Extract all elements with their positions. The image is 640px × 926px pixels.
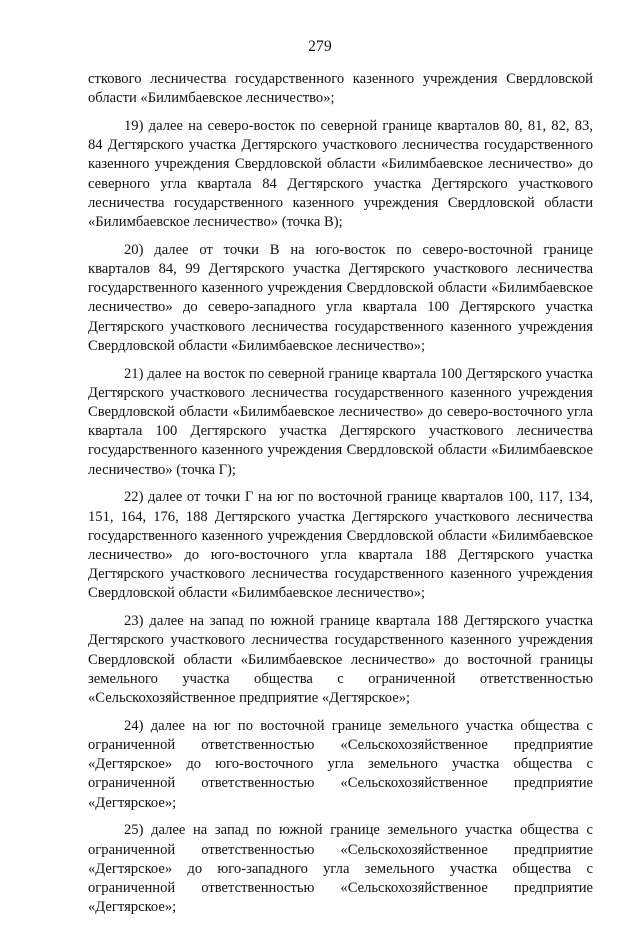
paragraph-item-25: 25) далее на запад по южной границе земельного участка общества с ограниченной ответственностью «Сельскохозяйственное предприятие «Дегтярское» до юго-западного угла земельного участка общества с ограниченной ответственностью «Сельскохозяйственное предприятие «Дегтярское»; (88, 822, 593, 916)
paragraph-item-19: 19) далее на северо-восток по северной границе кварталов 80, 81, 82, 83, 84 Дегтярского участка Дегтярского участкового лесничества государственного казенного учреждения Свердловской области «Билимбаевское лесничество» до северного угла квартала 84 Дегтярского участка Дегтярского участкового лесничества государственного казенного учреждения Свердловской области «Билимбаевское лесничество» (точка В); (88, 118, 593, 231)
page-number: 279 (308, 38, 332, 55)
paragraph-item-21: 21) далее на восток по северной границе квартала 100 Дегтярского участка Дегтярского участкового лесничества государственного казенного учреждения Свердловской области «Билимбаевское лесничество» до северо-восточного угла квартала 100 Дегтярского участка Дегтярского участкового лесничества государственного казенного учреждения Свердловской области «Билимбаевское лесничество» (точка Г); (88, 365, 593, 478)
paragraph-continuation: сткового лесничества государственного казенного учреждения Свердловской области «Билимбаевское лесничество»; (88, 71, 593, 107)
paragraph-item-20: 20) далее от точки В на юго-восток по северо-восточной границе кварталов 84, 99 Дегтярского участка Дегтярского участкового лесничества государственного казенного учреждения Свердловской области «Билимбаевское лесничество» до северо-западного угла квартала 100 Дегтярского участка Дегтярского участкового лесничества государственного казенного учреждения Свердловской области «Билимбаевское лесничество»; (88, 241, 593, 354)
paragraph-item-22: 22) далее от точки Г на юг по восточной границе кварталов 100, 117, 134, 151, 164, 176, 188 Дегтярского участка Дегтярского участкового лесничества государственного казенного учреждения Свердловской области «Билимбаевское лесничество» до юго-восточного угла квартала 188 Дегтярского участка Дегтярского участкового лесничества государственного казенного учреждения Свердловской области «Билимбаевское лесничество»; (88, 489, 593, 602)
paragraph-item-24: 24) далее на юг по восточной границе земельного участка общества с ограниченной ответственностью «Сельскохозяйственное предприятие «Дегтярское» до юго-восточного угла земельного участка общества с ограниченной ответственностью «Сельскохозяйственное предприятие «Дегтярское»; (88, 717, 593, 811)
paragraph-item-23: 23) далее на запад по южной границе квартала 188 Дегтярского участка Дегтярского участкового лесничества государственного казенного учреждения Свердловской области «Билимбаевское лесничество» до восточной границы земельного участка общества с ограниченной ответственностью «Сельскохозяйственное предприятие «Дегтярское»; (88, 613, 593, 707)
document-body (88, 70, 593, 926)
